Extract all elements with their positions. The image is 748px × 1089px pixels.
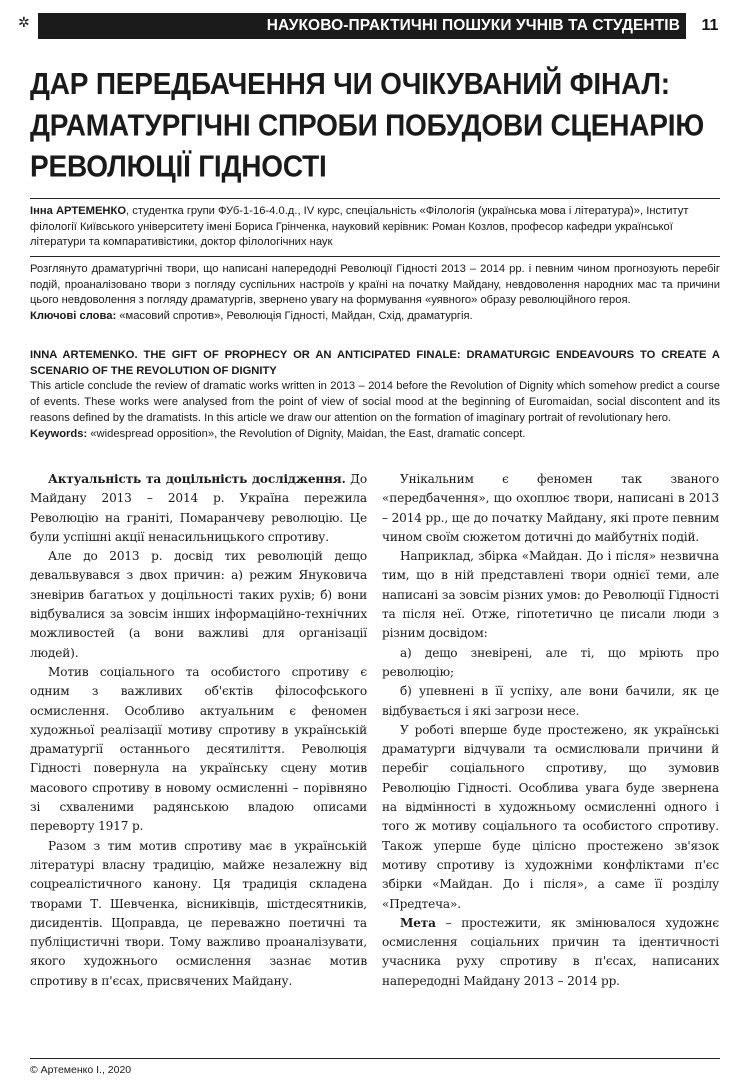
abstract-english: [30, 348, 720, 442]
paragraph: Наприклад, збірка «Майдан. До і після» незвична тим, що в ній представлені твори однієї теми, але написані за зовсім різних умов: до Революції Гідності та після неї. Отже, гіпотетично це писали люди з різним досвідом:: [382, 549, 719, 641]
paragraph: У роботі вперше буде простежено, як українські драматурги відчували та осмислювали причини й перебіг соціального спротиву, що зумовив Революцію Гідності. Особлива увага буде звернена на відмінності в художньому осмисленні одного і того ж мотиву соціального та особистого спротиву. Також уперше буде цілісно простежено зв'язок мотиву спротиву із художніми конфліктами п'єс збірки «Майдан. До і після», а саме її розділу «Предтеча».: [382, 722, 719, 911]
divider: [30, 256, 720, 257]
list-item: б) упевнені в її успіху, але вони бачили, як це відбувається і які загрози несе.: [382, 684, 719, 718]
paragraph: Мотив соціального та особистого спротиву є одним з важливих об'єктів філософського осмислення. Особливо актуальним є феномен художньої реалізації мотиву спротиву в українській драматургії останнього десятиліття. Революція Гідності повернула на українську сцену мотив масового спротиву в новому осмисленні – порівняно зі схваленими радянською владою описами переворту 1917 р.: [30, 664, 367, 834]
keywords-line: [30, 309, 720, 325]
title-line: ДАР ПЕРЕДБАЧЕННЯ ЧИ ОЧІКУВАНИЙ ФІНАЛ:: [30, 67, 670, 101]
page-number: 11: [701, 17, 719, 34]
author-affiliation: , студентка групи ФУб-1-16-4.0.д., IV курс, спеціальність «Філологія (українська мова і література)», Інститут філології Київського університету імені Бориса Грінченка, науковий керівник: Роман Козлов, професор кафедри української літератури та компаративістики, доктор філологічних наук: [30, 205, 689, 249]
keywords-label: Keywords:: [30, 427, 88, 440]
title-line: ДРАМАТУРГІЧНІ СПРОБИ ПОБУДОВИ СЦЕНАРІЮ: [30, 108, 704, 142]
goal-label: Мета: [400, 915, 436, 930]
corner-mark-icon: ✲: [18, 16, 30, 31]
keywords-text: «масовий спротив», Революція Гідності, Майдан, Схід, драматургія.: [116, 310, 473, 323]
keywords-label: Ключові слова:: [30, 310, 117, 323]
keywords-text: «widespread opposition», the Revolution of Dignity, Maidan, the East, dramatic concept.: [87, 427, 526, 440]
keywords-line: [30, 427, 720, 443]
paragraph: Разом з тим мотив спротиву має в українській літературі власну традицію, майже незалежну від соцреалістичного канону. Ця традиція складена творами Т. Шевченка, вісниківців, шістдесятників, дисидентів. Щоправда, це переважно поетичні та публіцистичні твори. Тому важливо проаналізувати, якого художнього осмислення зазнає мотив спротиву в п'єсах, присвячених Майдану.: [30, 838, 367, 988]
paragraph: Але до 2013 р. досвід тих революцій дещо девальвувався з двох причин: а) режим Януковича зневірив багатьох у доцільності таких рухів; б) вони відбувалися за зовсім інших інформаційно-технічних можливостей (а вони важливі для організації людей).: [30, 549, 367, 660]
abstract-ukrainian: [30, 262, 720, 325]
section-heading: Актуальність та доцільність дослідження.: [48, 472, 346, 486]
divider: [30, 198, 720, 199]
abstract-text: This article conclude the review of dramatic works written in 2013 – 2014 before the Revolution of Dignity which somehow predict a course of events. These works were analysed from the point of view of social mood at the beginning of Euromaidan, social discontent and its reasons defined by the dramatists. In this article we draw our attention on the formation of imaginary portrait of revolutionary hero.: [30, 380, 720, 424]
journal-section-title: НАУКОВО-ПРАКТИЧНІ ПОШУКИ УЧНІВ ТА СТУДЕНТІВ: [38, 13, 686, 39]
author-name: Інна АРТЕМЕНКО: [30, 205, 127, 217]
title-line: РЕВОЛЮЦІЇ ГІДНОСТІ: [30, 149, 327, 183]
footer-divider: [30, 1058, 720, 1059]
article-title: [30, 64, 720, 187]
author-block: [30, 204, 720, 251]
english-title: INNA ARTEMENKO. THE GIFT OF PROPHECY OR AN ANTICIPATED FINALE: DRAMATURGIC ENDEAVOURS TO CREATE A SCENARIO OF THE REVOLUTION OF DIGNITY: [30, 349, 720, 377]
body-column-right: [382, 470, 719, 991]
paragraph: Актуальність та доцільність дослідження. До Майдану 2013 – 2014 р. Україна пережила Революцію на граніті, Помаранчеву революцію. Це були успішні акції ненасильницького спротиву.: [30, 472, 367, 544]
paragraph: Мета – простежити, як змінювалося художнє осмислення соціальних причин та ідентичності учасника руху спротиву в п'єсах, написаних напередодні Майдану 2013 – 2014 рр.: [382, 915, 719, 988]
abstract-text: Розглянуто драматургічні твори, що написані напередодні Революції Гідності 2013 – 2014 рр. і певним чином прогнозують перебіг подій, проаналізовано твори з погляду суспільних настроїв у країні на початку Майдану, невдоволення народних мас та причини цього невдоволення з погляду драматургів, звернено увагу на формування «уявного» образу революційного героя.: [30, 263, 720, 307]
running-header: [18, 13, 730, 39]
copyright-notice: © Артеменко І., 2020: [30, 1064, 132, 1076]
paragraph: Унікальним є феномен так званого «передбачення», що охоплює твори, написані в 2013 – 2014 рр., ще до початку Майдану, які проте певним чином своїм сюжетом дотичні до майбутніх подій.: [382, 472, 719, 544]
body-column-left: [30, 470, 367, 991]
list-item: а) дещо зневірені, але ті, що мріють про революцію;: [382, 645, 719, 679]
